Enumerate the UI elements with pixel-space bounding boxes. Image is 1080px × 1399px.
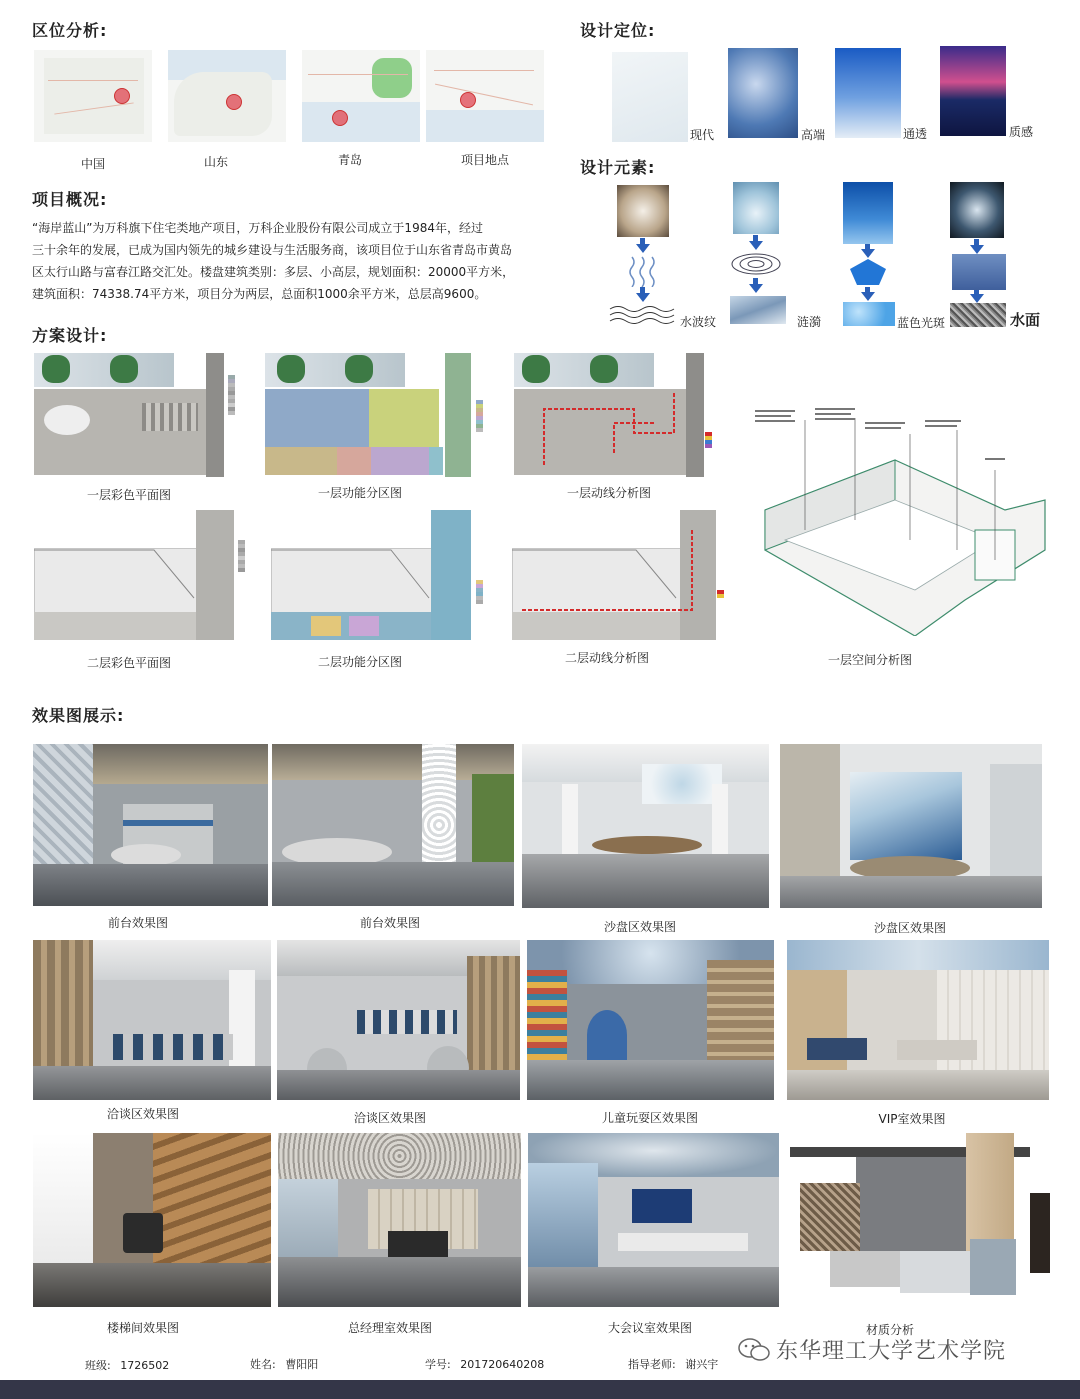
element-image-water-surface-source [950, 182, 1004, 238]
positioning-image-transparent [835, 48, 901, 138]
overview-line: 三十余年的发展，已成为国内领先的城乡建设与生活服务商，该项目位于山东省青岛市黄岛 [32, 243, 513, 257]
overview-heading: 项目概况: [32, 190, 108, 209]
map-shandong [168, 50, 286, 142]
map-qingdao [302, 50, 420, 142]
renders-heading: 效果图展示: [32, 706, 125, 725]
plan-legend [705, 432, 712, 448]
down-arrow-icon [970, 294, 984, 303]
footer-teacher [628, 1356, 718, 1372]
plan-caption: 一层功能分区图 [317, 486, 402, 500]
wechat-icon [738, 1337, 770, 1363]
down-arrow-icon [749, 241, 763, 250]
plan-caption: 一层动线分析图 [566, 486, 651, 500]
floor2-color-plan [34, 510, 234, 642]
material-analysis-board [790, 1133, 1050, 1319]
down-arrow-icon [970, 245, 984, 254]
overview-line: 建筑面积：74338.74平方米，项目分为两层，总面积1000余平方米，总层高9600。 [32, 287, 487, 301]
map-caption: 中国 [80, 157, 105, 171]
plan-caption: 一层彩色平面图 [86, 488, 171, 502]
render-caption: 总经理室效果图 [347, 1321, 432, 1335]
class-value: 1726502 [120, 1359, 170, 1372]
name-value: 曹阳阳 [285, 1358, 319, 1371]
plan-caption: 二层彩色平面图 [86, 656, 171, 670]
water-ripple-lines-icon [608, 303, 678, 325]
plan-legend [476, 400, 483, 432]
positioning-image-texture [940, 46, 1006, 136]
render-kids-play-area [527, 940, 774, 1100]
render-staircase [33, 1133, 271, 1307]
scheme-heading: 方案设计: [32, 326, 108, 345]
render-gm-office [278, 1133, 521, 1307]
plan-legend [228, 375, 235, 415]
plan-legend [717, 590, 724, 598]
teacher-value: 谢兴宇 [685, 1358, 719, 1371]
render-negotiation-1 [33, 940, 271, 1100]
element-image-ripple-source [733, 182, 779, 234]
element-caption: 蓝色光斑 [897, 316, 946, 330]
positioning-caption: 质感 [1009, 125, 1034, 139]
render-caption: 洽谈区效果图 [106, 1107, 179, 1121]
footer-student-id [425, 1356, 544, 1372]
map-china [34, 50, 152, 142]
map-caption: 山东 [203, 155, 228, 169]
element-image-blue-spots [843, 302, 895, 326]
render-caption: 前台效果图 [107, 916, 168, 930]
footer-class [85, 1357, 169, 1373]
render-caption: 材质分析 [865, 1323, 914, 1337]
positioning-caption: 通透 [903, 127, 928, 141]
down-arrow-icon [636, 293, 650, 302]
overview-line: “海岸蓝山”为万科旗下住宅类地产项目，万科企业股份有限公司成立于1984年，经过 [32, 221, 483, 235]
ripple-rings-icon [730, 252, 782, 276]
render-negotiation-2 [277, 940, 520, 1100]
pentagon-icon [848, 258, 888, 286]
footer-name [250, 1356, 318, 1372]
map-project-site [426, 50, 544, 142]
class-label: 班级: [85, 1359, 111, 1372]
render-vip-room [787, 940, 1049, 1100]
positioning-image-modern [612, 52, 688, 142]
down-arrow-icon [861, 292, 875, 301]
map-caption: 项目地点 [460, 153, 509, 167]
overview-paragraph [32, 217, 552, 305]
render-caption: 洽谈区效果图 [353, 1111, 426, 1125]
render-conference-room [528, 1133, 779, 1307]
elements-heading: 设计元素: [580, 158, 656, 177]
map-caption: 青岛 [337, 153, 362, 167]
plan-caption: 一层空间分析图 [827, 653, 912, 667]
render-reception-2 [272, 744, 514, 906]
floor2-function-zone-plan [271, 510, 473, 642]
render-caption: VIP室效果图 [878, 1112, 946, 1126]
plan-caption: 二层功能分区图 [317, 655, 402, 669]
wave-lines-icon [628, 255, 658, 287]
render-caption: 楼梯间效果图 [106, 1321, 179, 1335]
render-caption: 儿童玩耍区效果图 [601, 1111, 698, 1125]
render-sand-table-2 [780, 744, 1042, 908]
element-image-water-texture [952, 254, 1006, 290]
element-caption: 水波纹 [680, 315, 717, 329]
down-arrow-icon [861, 249, 875, 258]
element-image-wave-source [617, 185, 669, 237]
floor1-circulation-plan [514, 353, 704, 477]
plan-caption: 二层动线分析图 [564, 651, 649, 665]
positioning-image-premium [728, 48, 798, 138]
floor2-circulation-plan [512, 510, 717, 642]
element-caption: 涟漪 [797, 315, 822, 329]
element-image-ripple [730, 296, 786, 324]
render-caption: 沙盘区效果图 [603, 920, 676, 934]
element-image-water-surface [950, 303, 1006, 327]
element-image-blue-light [843, 182, 893, 244]
positioning-heading: 设计定位: [580, 21, 656, 40]
element-caption: 水面 [1010, 311, 1041, 329]
render-caption: 沙盘区效果图 [873, 921, 946, 935]
watermark-text: 东华理工大学艺术学院 [776, 1339, 1007, 1364]
student-id-value: 201720640208 [460, 1358, 545, 1371]
floor1-space-analysis-diagram [745, 400, 1050, 636]
down-arrow-icon [636, 244, 650, 253]
render-caption: 前台效果图 [359, 916, 420, 930]
positioning-caption: 高端 [801, 128, 826, 142]
location-heading: 区位分析: [32, 21, 108, 40]
name-label: 姓名: [250, 1358, 276, 1371]
bottom-bar [0, 1380, 1080, 1399]
teacher-label: 指导老师: [628, 1358, 676, 1371]
render-caption: 大会议室效果图 [607, 1321, 692, 1335]
positioning-caption: 现代 [690, 128, 715, 142]
plan-legend [238, 540, 245, 572]
render-sand-table-1 [522, 744, 769, 908]
floor1-color-plan [34, 353, 224, 477]
plan-legend [476, 580, 483, 604]
floor1-function-zone-plan [265, 353, 473, 477]
overview-line: 区太行山路与富春江路交汇处。楼盘建筑类别：多层、小高层，规划面积：20000平方米， [32, 265, 515, 279]
down-arrow-icon [749, 284, 763, 293]
student-id-label: 学号: [425, 1358, 451, 1371]
render-reception-1 [33, 744, 268, 906]
